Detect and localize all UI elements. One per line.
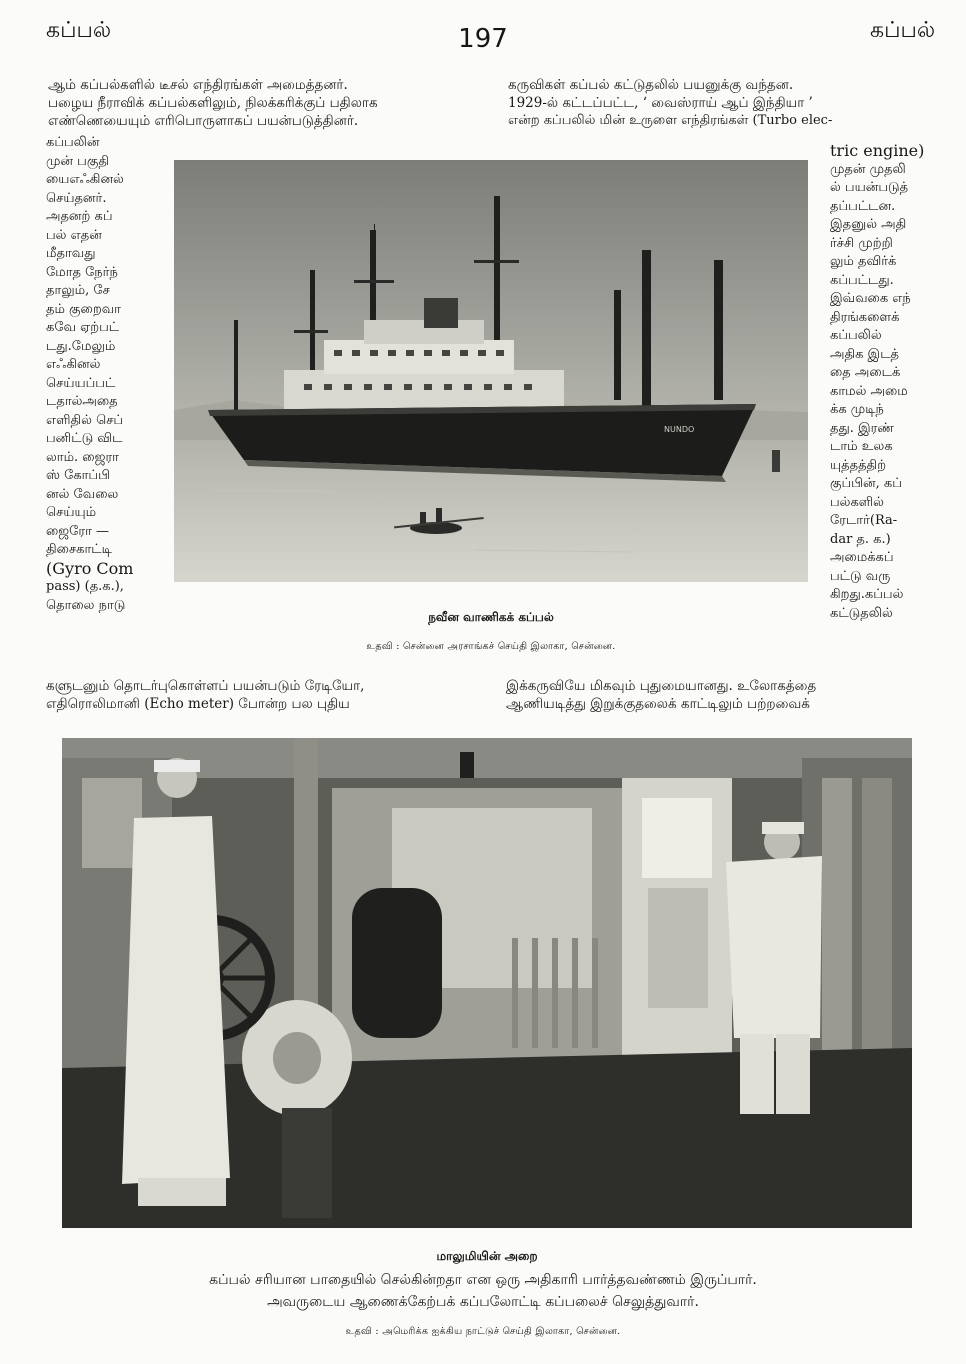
right-narrow-column — [830, 142, 948, 623]
text-line: திசைகாட்டி — [46, 542, 112, 557]
text-line: தப்பட்டன. — [830, 198, 896, 214]
text-line: காமல் அமை — [830, 383, 908, 399]
text-line: கப்பலில் — [830, 328, 882, 343]
text-line: பல்களில் — [830, 494, 884, 510]
top-left-lines — [48, 76, 488, 130]
text-line: எஃகினல் — [46, 357, 101, 372]
text-line: எதிரொலிமானி (Echo meter) போன்ற பல புதிய — [46, 696, 350, 712]
figure1-caption: நவீன வாணிகக் கப்பல் — [428, 610, 554, 624]
running-head-left: கப்பல் — [46, 18, 112, 43]
text-line: னல் வேலை — [46, 486, 119, 502]
text-line: ஆம் கப்பல்களில் டீசல் எந்திரங்கள் அமைத்தனர். — [48, 77, 348, 93]
text-line: கப்பட்டது. — [830, 272, 894, 288]
text-line: ரேடார்(Ra- — [830, 513, 898, 528]
cabin-illustration — [62, 738, 912, 1228]
figure2-text-line: கப்பல் சரியான பாதையில் செல்கின்றதா என ஒரு அதிகாரி பார்த்தவண்ணம் இருப்பார். — [209, 1272, 757, 1288]
navigator-cabin-photo — [62, 738, 912, 1228]
text-line: பழைய நீராவிக் கப்பல்களிலும், நிலக்கரிக்குப் பதிலாக — [48, 95, 378, 111]
text-line: தொலை நாடு — [46, 597, 126, 613]
text-line: கட்டுதலில் — [830, 605, 893, 621]
text-line: டதால்அதை — [46, 394, 118, 409]
text-line: எண்ணெயையும் எரிபொருளாகப் பயன்படுத்தினர். — [48, 113, 359, 129]
figure2-text-line: அவருடைய ஆணைக்கேற்பக் கப்பலோட்டி கப்பலைச் செலுத்துவார். — [267, 1294, 699, 1310]
text-line: 1929-ல் கட்டப்பட்ட, ‘ வைஸ்ராய் ஆப் இந்தியா ’ — [508, 95, 813, 111]
text-line: இதனுல் அதி — [830, 217, 907, 232]
text-line: (Gyro Com — [46, 559, 134, 578]
text-line: டது.மேலும் — [46, 338, 116, 354]
text-line: dar த. க.) — [830, 531, 891, 547]
text-line: க்க முடிந் — [830, 402, 884, 417]
text-line: லும் தவிர்க் — [830, 254, 897, 269]
figure2-caption: மாலுமியின் அறை — [436, 1249, 538, 1263]
text-line: அதிக இடத் — [830, 346, 900, 362]
text-line: கருவிகள் கப்பல் கட்டுதலில் பயனுக்கு வந்தன. — [508, 77, 794, 93]
text-line: தம் குறைவா — [46, 301, 121, 317]
running-head-right: கப்பல் — [870, 18, 936, 43]
text-line: அதனற் கப் — [46, 209, 113, 224]
text-line: திரங்களைக் — [830, 309, 900, 325]
text-line: மோத நேர்ந் — [46, 264, 118, 280]
top-right-lines — [508, 76, 948, 130]
text-line: pass) (த.க.), — [46, 579, 124, 594]
text-line: தது. இரண் — [830, 420, 894, 436]
text-line: தை அடைக் — [830, 365, 901, 380]
text-line: செய்தனர். — [46, 190, 107, 206]
text-line: யைஎஃகினல் — [46, 172, 124, 187]
figure2-credit: உதவி : அமெரிக்க ஐக்கிய நாட்டுச் செய்தி இலாகா, சென்னை. — [345, 1326, 621, 1337]
ship-illustration — [174, 160, 808, 582]
text-line: இக்கருவியே மிகவும் புதுமையானது. உலோகத்தை — [506, 678, 817, 694]
text-line: இவ்வகை எந் — [830, 291, 911, 306]
text-line: லாம். ஜைரா — [46, 449, 119, 465]
text-line: தாலும், சே — [46, 283, 110, 298]
text-line: முன் பகுதி — [46, 153, 109, 169]
text-line: என்ற கப்பலில் மின் உருளை எந்திரங்கள் (Turbo elec- — [508, 113, 833, 128]
text-line: யுத்தத்திற் — [830, 457, 887, 473]
text-line: பல் எதன் — [46, 227, 102, 243]
text-line: களுடனும் தொடர்புகொள்ளப் பயன்படும் ரேடியோ, — [46, 678, 365, 694]
text-line: ஜைரோ — — [46, 523, 110, 539]
left-narrow-column — [46, 134, 170, 615]
page-number: 197 — [458, 24, 508, 54]
text-line: டாம் உலக — [830, 439, 893, 454]
text-line: கப்பலின் — [46, 135, 100, 150]
text-line: மீதாவது — [46, 246, 96, 261]
ship-hull-name: NUNDO — [664, 425, 695, 434]
text-line: ஸ் கோப்பி — [46, 468, 110, 483]
bottom-right-lines — [506, 677, 950, 713]
text-line: எளிதில் செப் — [46, 412, 124, 428]
text-line: ஆணியடித்து இறுக்குதலைக் காட்டிலும் பற்றவைக் — [506, 696, 810, 712]
text-line: tric engine) — [830, 142, 925, 160]
text-line: குப்பின், கப் — [830, 476, 902, 491]
text-line: ர்ச்சி முற்றி — [830, 235, 893, 251]
text-line: பனிட்டு விட — [46, 431, 123, 446]
text-line: செய்யும் — [46, 505, 97, 520]
text-line: கிறது.கப்பல் — [830, 587, 904, 602]
text-line: கவே ஏற்பட் — [46, 320, 120, 335]
bottom-left-lines — [46, 677, 490, 713]
merchant-ship-photo — [174, 160, 808, 582]
text-line: ல் பயன்படுத் — [830, 180, 909, 195]
text-line: முதன் முதலி — [830, 161, 906, 177]
text-line: அமைக்கப் — [830, 550, 894, 565]
text-line: செய்யப்பட் — [46, 375, 116, 391]
text-line: பட்டு வரு — [830, 568, 891, 584]
figure1-credit: உதவி : சென்னை அரசாங்கச் செய்தி இலாகா, சென்னை. — [366, 641, 616, 652]
